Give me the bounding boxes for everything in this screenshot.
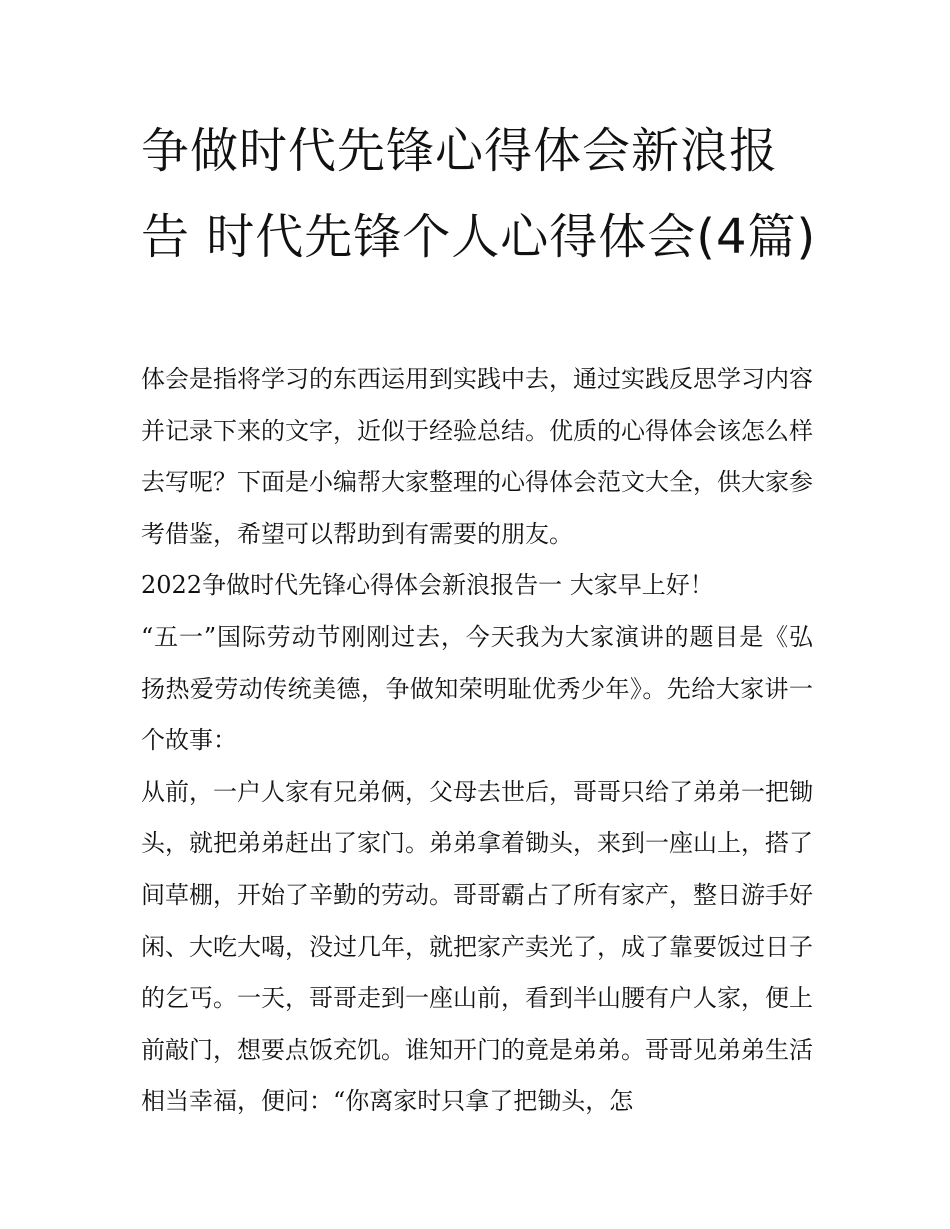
story-paragraph: 从前，一户人家有兄弟俩，父母去世后，哥哥只给了弟弟一把锄头，就把弟弟赶出了家门。弟弟拿着锄头，来到一座山上，搭了间草棚，开始了辛勤的劳动。哥哥霸占了所有家产，整日游手好闲、大吃大喝，没过几年，就把家产卖光了，成了靠要饭过日子的乞丐。一天，哥哥走到一座山前，看到半山腰有户人家，便上前敲门，想要点饭充饥。谁知开门的竟是弟弟。哥哥见弟弟生活相当幸福，便问：“你离家时只拿了把锄头，怎 (141, 777, 813, 1116)
speech-intro-paragraph: “五一”国际劳动节刚刚过去，今天我为大家演讲的题目是《弘扬热爱劳动传统美德，争做知荣明耻优秀少年》。先给大家讲一个故事： (141, 622, 813, 755)
intro-paragraph: 体会是指将学习的东西运用到实践中去，通过实践反思学习内容并记录下来的文字，近似于经验总结。优质的心得体会该怎么样去写呢？下面是小编帮大家整理的心得体会范文大全，供大家参考借鉴，希望可以帮助到有需要的朋友。 (141, 365, 813, 548)
document-body (141, 354, 813, 1128)
document-title: 争做时代先锋心得体会新浪报告 时代先锋个人心得体会(4篇) (141, 123, 817, 265)
section-heading-paragraph: 2022争做时代先锋心得体会新浪报告一 大家早上好！ (141, 571, 714, 600)
